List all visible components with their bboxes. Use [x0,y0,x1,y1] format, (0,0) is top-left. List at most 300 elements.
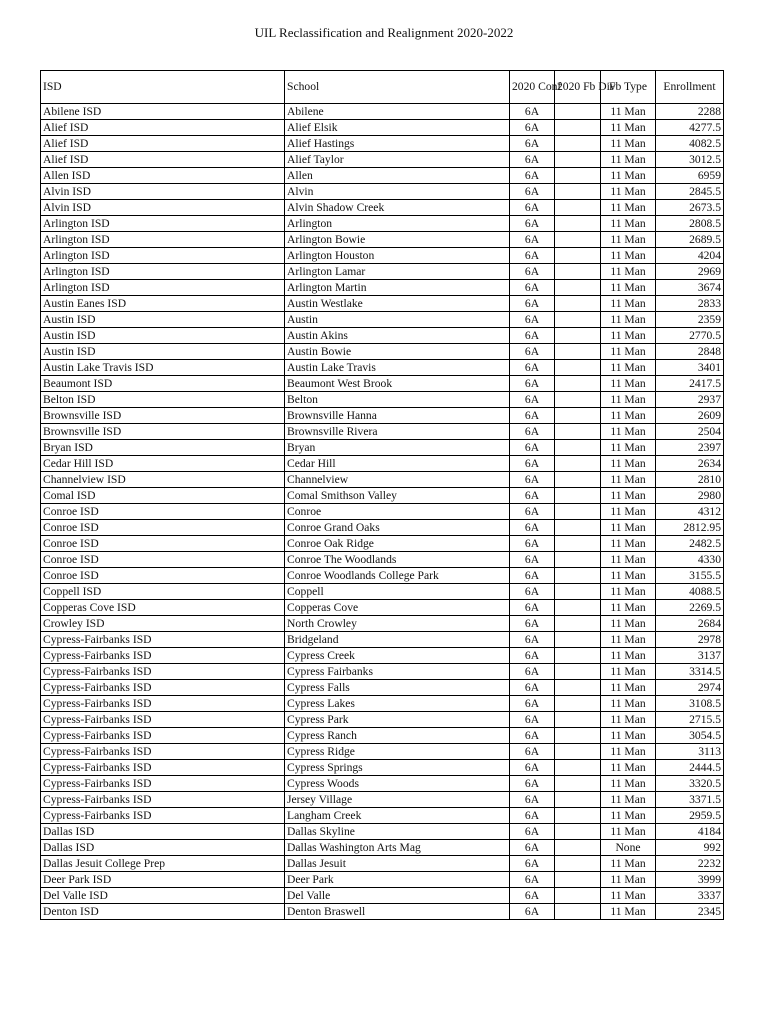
cell-fb-div [555,824,601,840]
cell-enrollment: 3012.5 [656,152,724,168]
table-row [41,616,724,632]
cell-school: Coppell [285,584,510,600]
cell-conf: 6A [510,808,555,824]
table-row [41,248,724,264]
cell-enrollment: 2959.5 [656,808,724,824]
cell-conf: 6A [510,728,555,744]
cell-school: Austin Bowie [285,344,510,360]
cell-isd: Brownsville ISD [41,424,285,440]
cell-school: Cypress Falls [285,680,510,696]
table-row [41,568,724,584]
cell-enrollment: 2634 [656,456,724,472]
cell-fb-div [555,488,601,504]
cell-isd: Allen ISD [41,168,285,184]
cell-enrollment: 2715.5 [656,712,724,728]
cell-conf: 6A [510,568,555,584]
cell-fb-div [555,280,601,296]
cell-school: Dallas Washington Arts Mag [285,840,510,856]
cell-enrollment: 2848 [656,344,724,360]
cell-fb-div [555,296,601,312]
cell-school: Cypress Fairbanks [285,664,510,680]
cell-fb-type: 11 Man [601,712,656,728]
cell-fb-type: 11 Man [601,888,656,904]
cell-school: Arlington Lamar [285,264,510,280]
cell-fb-type: 11 Man [601,904,656,920]
cell-school: Beaumont West Brook [285,376,510,392]
cell-school: Del Valle [285,888,510,904]
cell-fb-div [555,504,601,520]
cell-fb-div [555,456,601,472]
cell-enrollment: 2770.5 [656,328,724,344]
cell-fb-type: 11 Man [601,376,656,392]
table-row [41,328,724,344]
table-row [41,776,724,792]
cell-fb-div [555,536,601,552]
cell-fb-div [555,200,601,216]
document-title: UIL Reclassification and Realignment 2020-2022 [254,25,514,40]
cell-fb-type: 11 Man [601,760,656,776]
cell-enrollment: 4277.5 [656,120,724,136]
cell-fb-div [555,424,601,440]
cell-enrollment: 4184 [656,824,724,840]
cell-fb-type: 11 Man [601,696,656,712]
cell-conf: 6A [510,712,555,728]
table-row [41,472,724,488]
table-row [41,520,724,536]
table-row [41,408,724,424]
cell-conf: 6A [510,360,555,376]
cell-fb-div [555,728,601,744]
cell-fb-div [555,584,601,600]
cell-enrollment: 2845.5 [656,184,724,200]
cell-enrollment: 6959 [656,168,724,184]
cell-fb-div [555,216,601,232]
cell-conf: 6A [510,584,555,600]
cell-isd: Coppell ISD [41,584,285,600]
table-row [41,424,724,440]
cell-isd: Alvin ISD [41,184,285,200]
cell-isd: Dallas Jesuit College Prep [41,856,285,872]
cell-isd: Arlington ISD [41,264,285,280]
cell-enrollment: 2980 [656,488,724,504]
cell-conf: 6A [510,888,555,904]
table-row [41,360,724,376]
table-row [41,264,724,280]
header-enrollment: Enrollment [656,71,724,104]
cell-conf: 6A [510,184,555,200]
cell-isd: Denton ISD [41,904,285,920]
cell-conf: 6A [510,904,555,920]
cell-conf: 6A [510,552,555,568]
cell-fb-type: 11 Man [601,504,656,520]
table-row [41,280,724,296]
table-row [41,664,724,680]
cell-isd: Cypress-Fairbanks ISD [41,728,285,744]
table-row [41,744,724,760]
table-row [41,712,724,728]
cell-school: Cedar Hill [285,456,510,472]
cell-fb-type: 11 Man [601,680,656,696]
cell-school: Arlington Martin [285,280,510,296]
cell-isd: Austin Lake Travis ISD [41,360,285,376]
cell-enrollment: 3371.5 [656,792,724,808]
cell-school: Alief Taylor [285,152,510,168]
cell-school: Arlington [285,216,510,232]
table-row [41,232,724,248]
cell-conf: 6A [510,216,555,232]
cell-fb-div [555,568,601,584]
cell-isd: Cedar Hill ISD [41,456,285,472]
cell-school: Denton Braswell [285,904,510,920]
cell-fb-div [555,792,601,808]
table-row [41,152,724,168]
cell-fb-type: 11 Man [601,344,656,360]
cell-school: Alvin [285,184,510,200]
cell-isd: Austin ISD [41,328,285,344]
cell-fb-type: 11 Man [601,120,656,136]
cell-fb-div [555,888,601,904]
cell-conf: 6A [510,472,555,488]
cell-fb-type: 11 Man [601,488,656,504]
cell-enrollment: 2833 [656,296,724,312]
cell-conf: 6A [510,408,555,424]
cell-school: Jersey Village [285,792,510,808]
cell-fb-type: None [601,840,656,856]
cell-isd: Conroe ISD [41,504,285,520]
cell-isd: Alvin ISD [41,200,285,216]
cell-conf: 6A [510,264,555,280]
table-row [41,296,724,312]
table-row [41,440,724,456]
cell-conf: 6A [510,440,555,456]
cell-fb-div [555,408,601,424]
cell-conf: 6A [510,664,555,680]
cell-enrollment: 2444.5 [656,760,724,776]
cell-fb-div [555,520,601,536]
cell-fb-div [555,120,601,136]
cell-enrollment: 3337 [656,888,724,904]
cell-isd: Austin ISD [41,344,285,360]
cell-fb-div [555,840,601,856]
cell-conf: 6A [510,776,555,792]
cell-fb-type: 11 Man [601,664,656,680]
table-row [41,344,724,360]
cell-conf: 6A [510,824,555,840]
cell-school: Austin Westlake [285,296,510,312]
table-row [41,376,724,392]
cell-conf: 6A [510,296,555,312]
cell-isd: Cypress-Fairbanks ISD [41,808,285,824]
table-row [41,216,724,232]
cell-fb-type: 11 Man [601,744,656,760]
cell-enrollment: 2345 [656,904,724,920]
cell-enrollment: 2609 [656,408,724,424]
table-row [41,456,724,472]
cell-isd: Channelview ISD [41,472,285,488]
table-row [41,904,724,920]
cell-enrollment: 2810 [656,472,724,488]
cell-conf: 6A [510,792,555,808]
cell-fb-div [555,184,601,200]
cell-enrollment: 2689.5 [656,232,724,248]
cell-isd: Cypress-Fairbanks ISD [41,696,285,712]
cell-fb-div [555,104,601,120]
cell-isd: Conroe ISD [41,552,285,568]
cell-school: Arlington Bowie [285,232,510,248]
cell-conf: 6A [510,648,555,664]
cell-isd: Copperas Cove ISD [41,600,285,616]
cell-fb-type: 11 Man [601,632,656,648]
cell-fb-type: 11 Man [601,360,656,376]
cell-school: Conroe Oak Ridge [285,536,510,552]
cell-fb-type: 11 Man [601,648,656,664]
cell-isd: Cypress-Fairbanks ISD [41,776,285,792]
cell-fb-type: 11 Man [601,280,656,296]
cell-fb-div [555,248,601,264]
cell-conf: 6A [510,872,555,888]
table-row [41,792,724,808]
cell-fb-div [555,600,601,616]
cell-conf: 6A [510,344,555,360]
table-row [41,504,724,520]
cell-school: North Crowley [285,616,510,632]
header-fb-div: 2020 Fb Div [555,71,601,104]
cell-school: Alvin Shadow Creek [285,200,510,216]
cell-fb-type: 11 Man [601,584,656,600]
cell-fb-type: 11 Man [601,392,656,408]
cell-enrollment: 2359 [656,312,724,328]
cell-fb-type: 11 Man [601,168,656,184]
cell-school: Conroe Woodlands College Park [285,568,510,584]
cell-fb-div [555,376,601,392]
cell-fb-type: 11 Man [601,408,656,424]
cell-school: Cypress Lakes [285,696,510,712]
cell-conf: 6A [510,536,555,552]
cell-enrollment: 3674 [656,280,724,296]
cell-conf: 6A [510,856,555,872]
cell-school: Deer Park [285,872,510,888]
cell-isd: Cypress-Fairbanks ISD [41,760,285,776]
cell-enrollment: 3108.5 [656,696,724,712]
cell-isd: Dallas ISD [41,824,285,840]
cell-enrollment: 2808.5 [656,216,724,232]
cell-fb-type: 11 Man [601,824,656,840]
cell-fb-div [555,904,601,920]
cell-fb-type: 11 Man [601,808,656,824]
cell-isd: Conroe ISD [41,568,285,584]
table-row [41,760,724,776]
cell-fb-type: 11 Man [601,440,656,456]
cell-enrollment: 4082.5 [656,136,724,152]
cell-enrollment: 992 [656,840,724,856]
cell-isd: Beaumont ISD [41,376,285,392]
cell-enrollment: 2482.5 [656,536,724,552]
cell-isd: Alief ISD [41,120,285,136]
cell-isd: Cypress-Fairbanks ISD [41,680,285,696]
cell-school: Belton [285,392,510,408]
cell-fb-div [555,744,601,760]
table-row [41,648,724,664]
table-row [41,632,724,648]
cell-fb-type: 11 Man [601,792,656,808]
cell-fb-div [555,808,601,824]
cell-conf: 6A [510,200,555,216]
table-row [41,840,724,856]
cell-fb-type: 11 Man [601,104,656,120]
cell-enrollment: 3320.5 [656,776,724,792]
cell-school: Conroe The Woodlands [285,552,510,568]
cell-school: Cypress Park [285,712,510,728]
cell-school: Cypress Springs [285,760,510,776]
cell-fb-div [555,232,601,248]
cell-fb-type: 11 Man [601,264,656,280]
table-row [41,168,724,184]
cell-conf: 6A [510,424,555,440]
cell-isd: Arlington ISD [41,248,285,264]
cell-fb-type: 11 Man [601,328,656,344]
cell-isd: Cypress-Fairbanks ISD [41,712,285,728]
cell-isd: Crowley ISD [41,616,285,632]
cell-conf: 6A [510,760,555,776]
table-row [41,184,724,200]
header-fb-type: Fb Type [601,71,656,104]
cell-conf: 6A [510,600,555,616]
realignment-table [40,70,724,920]
cell-isd: Abilene ISD [41,104,285,120]
cell-fb-div [555,696,601,712]
cell-isd: Belton ISD [41,392,285,408]
cell-conf: 6A [510,680,555,696]
cell-fb-div [555,648,601,664]
table-row [41,824,724,840]
cell-school: Abilene [285,104,510,120]
cell-isd: Del Valle ISD [41,888,285,904]
table-row [41,872,724,888]
cell-school: Conroe Grand Oaks [285,520,510,536]
cell-school: Comal Smithson Valley [285,488,510,504]
cell-fb-div [555,712,601,728]
cell-fb-type: 11 Man [601,520,656,536]
cell-fb-type: 11 Man [601,728,656,744]
cell-enrollment: 3113 [656,744,724,760]
cell-school: Arlington Houston [285,248,510,264]
table-row [41,312,724,328]
cell-enrollment: 3401 [656,360,724,376]
cell-conf: 6A [510,232,555,248]
cell-fb-type: 11 Man [601,552,656,568]
cell-isd: Conroe ISD [41,536,285,552]
table-row [41,136,724,152]
table-row [41,584,724,600]
cell-fb-div [555,472,601,488]
cell-fb-type: 11 Man [601,200,656,216]
cell-enrollment: 2288 [656,104,724,120]
cell-school: Alief Hastings [285,136,510,152]
cell-fb-type: 11 Man [601,424,656,440]
cell-fb-type: 11 Man [601,872,656,888]
cell-conf: 6A [510,840,555,856]
cell-fb-type: 11 Man [601,184,656,200]
cell-fb-type: 11 Man [601,472,656,488]
cell-school: Brownsville Hanna [285,408,510,424]
cell-isd: Cypress-Fairbanks ISD [41,744,285,760]
table-body [41,104,724,920]
cell-isd: Cypress-Fairbanks ISD [41,632,285,648]
cell-fb-div [555,328,601,344]
cell-school: Dallas Skyline [285,824,510,840]
cell-enrollment: 3314.5 [656,664,724,680]
cell-enrollment: 2417.5 [656,376,724,392]
cell-conf: 6A [510,504,555,520]
cell-fb-div [555,776,601,792]
header-row [41,71,724,104]
cell-school: Channelview [285,472,510,488]
cell-enrollment: 2684 [656,616,724,632]
cell-conf: 6A [510,248,555,264]
cell-fb-type: 11 Man [601,600,656,616]
cell-conf: 6A [510,152,555,168]
table-row [41,696,724,712]
table-row [41,600,724,616]
cell-isd: Austin ISD [41,312,285,328]
cell-school: Austin Lake Travis [285,360,510,376]
cell-conf: 6A [510,744,555,760]
cell-isd: Cypress-Fairbanks ISD [41,648,285,664]
cell-school: Austin Akins [285,328,510,344]
cell-enrollment: 2974 [656,680,724,696]
cell-school: Langham Creek [285,808,510,824]
cell-fb-div [555,152,601,168]
cell-school: Cypress Woods [285,776,510,792]
cell-isd: Cypress-Fairbanks ISD [41,664,285,680]
cell-fb-div [555,680,601,696]
table-row [41,120,724,136]
cell-fb-div [555,552,601,568]
cell-conf: 6A [510,696,555,712]
cell-isd: Bryan ISD [41,440,285,456]
cell-isd: Alief ISD [41,136,285,152]
cell-isd: Brownsville ISD [41,408,285,424]
cell-conf: 6A [510,488,555,504]
table-row [41,104,724,120]
cell-isd: Comal ISD [41,488,285,504]
cell-conf: 6A [510,136,555,152]
cell-conf: 6A [510,280,555,296]
cell-fb-type: 11 Man [601,232,656,248]
cell-isd: Austin Eanes ISD [41,296,285,312]
cell-isd: Cypress-Fairbanks ISD [41,792,285,808]
cell-fb-type: 11 Man [601,152,656,168]
cell-conf: 6A [510,312,555,328]
cell-conf: 6A [510,616,555,632]
cell-enrollment: 2673.5 [656,200,724,216]
cell-school: Bryan [285,440,510,456]
cell-fb-div [555,760,601,776]
cell-fb-type: 11 Man [601,248,656,264]
cell-isd: Arlington ISD [41,232,285,248]
cell-conf: 6A [510,392,555,408]
cell-fb-div [555,664,601,680]
cell-fb-div [555,168,601,184]
table-row [41,488,724,504]
cell-school: Conroe [285,504,510,520]
cell-enrollment: 2978 [656,632,724,648]
table-row [41,536,724,552]
table-row [41,680,724,696]
cell-fb-div [555,872,601,888]
table-row [41,856,724,872]
cell-fb-div [555,392,601,408]
